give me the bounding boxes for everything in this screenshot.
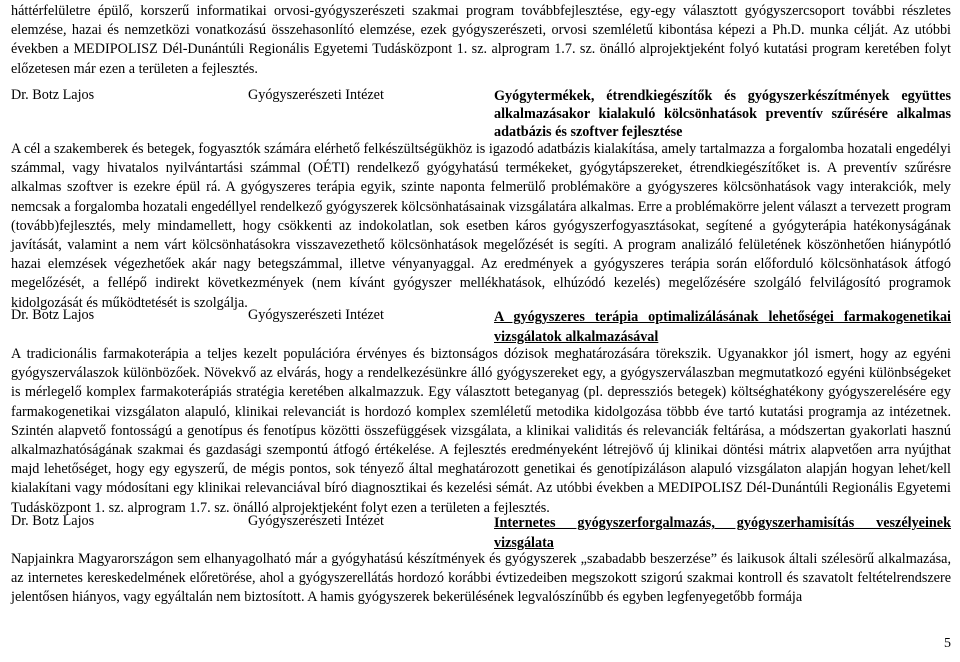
project-1-title: Gyógytermékek, étrendkiegészítők és gyógyszerkészítmények együttes alkalmazásakor kialakuló kölcsönhatások preventív szűrésére alkalmas adatbázis és szoftver fejlesztése — [494, 88, 951, 140]
project-2-description: A tradicionális farmakoterápia a teljes kezelt populációra érvényes és biztonságos dózisok meghatározására törekszik. Ugyanakkor jól ismert, hogy az egyéni gyógyszerválaszok különbözőek. Növekvő az elvárás, hogy a rendelkezésünkre álló gyógyszereket egy, a gyógyszerválaszban megmutatkozó egyéni különbségeket is mérlegelő komplex farmakoterápiás stratégia keretében alkalmazzuk. Egy választott beteganyag (pl. depressziós betegek) költséghatékony gyógyszerelésére egy farmakogenetikai vizsgálaton alapuló, klinikai relevanciát is hordozó komplex szemléletű metodika kidolgozása többb éve tartó kutatási programja az intézetnek. Szintén alapvető fontosságú a genotípus és fenotípus közötti összefüggések vizsgálata, a klinikai validitás és relevanciák feltárása, a módszertan gyakorlati hasznú alkalmazhatóságának szakmai és gazdasági szempontú átfogó értékelése. A fejlesztés eredményeként létrejövő új klinikai döntési mátrix alapvetően arra nyújthat majd lehetőséget, hogy egy egyszerű, de mégis pontos, sok tényező által meghatározott genetikai és genotípizáláson alapuló vizsgálaton alapján hogyan lehet/kell kialakítani vagy módosítani egy klinikai relevanciával bíró diagnosztikai és kezelési sémát. Az utóbbi években a MEDIPOLISZ Dél-Dunántúli Regionális Egyetemi Tudásközpont 1. sz. alprogram 1.7. sz. önálló alprojektjeként folyt ezen a területen a fejlesztés. — [11, 346, 951, 516]
project-1-description: A cél a szakemberek és betegek, fogyasztók számára elérhető felkészültségükhöz is igazodó adatbázis kialakítása, amely tartalmazza a forgalomba hozatali engedélyi számmal, vagy hivatalos nyilvántartási számmal (OÉTI) rendelkező gyógyhatású termékeket, gyógytápszereket, étrendkiegészítőket is. A preventív szűrésre alkalmas szoftver is ezekre épül rá. A gyógyszeres terápia egyik, szinte naponta felmerülő problémaköre a gyógyszeres kölcsönhatások vagy interakciók, mely nemcsak a forgalomba hozatali engedéllyel rendelkező gyógyszerek kölcsönhatásainak vizsgálatára alkalmas. Erre a problémakörre jelent választ a tervezett program (tovább)fejlesztés, mely mindamellett, hogy csökkenti az indokolatlan, sok esetben káros gyógyszerfogyasztásokat, segítené a gyógyterápia hatékonyságának javítását, valamint a nem várt kölcsönhatásokra visszavezethető kölcsönhatások megelőzését is segíti. A program analizáló felületének köszönhetően hiánypótló hazai elemzések végezhetőek akár nagy betegszámmal, illetve vényanyaggal. Az eredmények a gyógyszeres terápia során előforduló kölcsönhatások átfogó megelőzését, a fellépő indirekt következmények (nem kívánt gyógyszer mellékhatások, elhúzódó kezelés) megelőzésére szolgáló felvilágosító programok kidolgozását és működtetését is szolgálja. — [11, 141, 951, 311]
project-1-name: Dr. Botz Lajos — [11, 87, 95, 103]
intro-paragraph: háttérfelületre épülő, korszerű informatikai orvosi-gyógyszerészeti szakmai program továbbfejlesztése, egy-egy választott gyógyszercsoport további részletes elemzése, hazai és nemzetközi vonatkozású összehasonlító elemzése, ezek gyógyszerészeti, orvosi szemléletű kibontása képezi a Ph.D. munka célját. Az utóbbi években a MEDIPOLISZ Dél-Dunántúli Regionális Egyetemi Tudásközpont 1. sz. alprogram 1.7. sz. önálló alprojektjeként folyó kutatási program keretében folyt előzetesen már ezen a területen a fejlesztés. — [11, 3, 951, 77]
project-2-institute: Gyógyszerészeti Intézet — [248, 307, 384, 323]
project-2-title: A gyógyszeres terápia optimalizálásának lehetőségei farmakogenetikai vizsgálatok alkalmazásával — [494, 309, 951, 345]
project-3-title: Internetes gyógyszerforgalmazás, gyógyszerhamisítás veszélyeinek vizsgálata — [494, 515, 951, 551]
project-3-institute: Gyógyszerészeti Intézet — [248, 513, 384, 529]
page-number: 5 — [944, 636, 951, 651]
project-1-institute: Gyógyszerészeti Intézet — [248, 87, 384, 103]
project-2-name: Dr. Botz Lajos — [11, 307, 95, 323]
project-3-name: Dr. Botz Lajos — [11, 513, 95, 529]
project-3-description: Napjainkra Magyarországon sem elhanyagolható már a gyógyhatású készítmények és gyógyszerek „szabadabb beszerzése” és laikusok általi szélesörű alkalmazása, az internetes kereskedelmének előretörése, ahol a gyógyszerellátás hordozó korábbi évtizedeiben megszokott szigorú szakmai kontroll és szavatolt feltételrendszere jelentősen hiányos, vagy egyáltalán nem biztosított. A hamis gyógyszerek bekerülésének legvalószínűbb és egyben legfenyegetőbb formája — [11, 551, 951, 606]
